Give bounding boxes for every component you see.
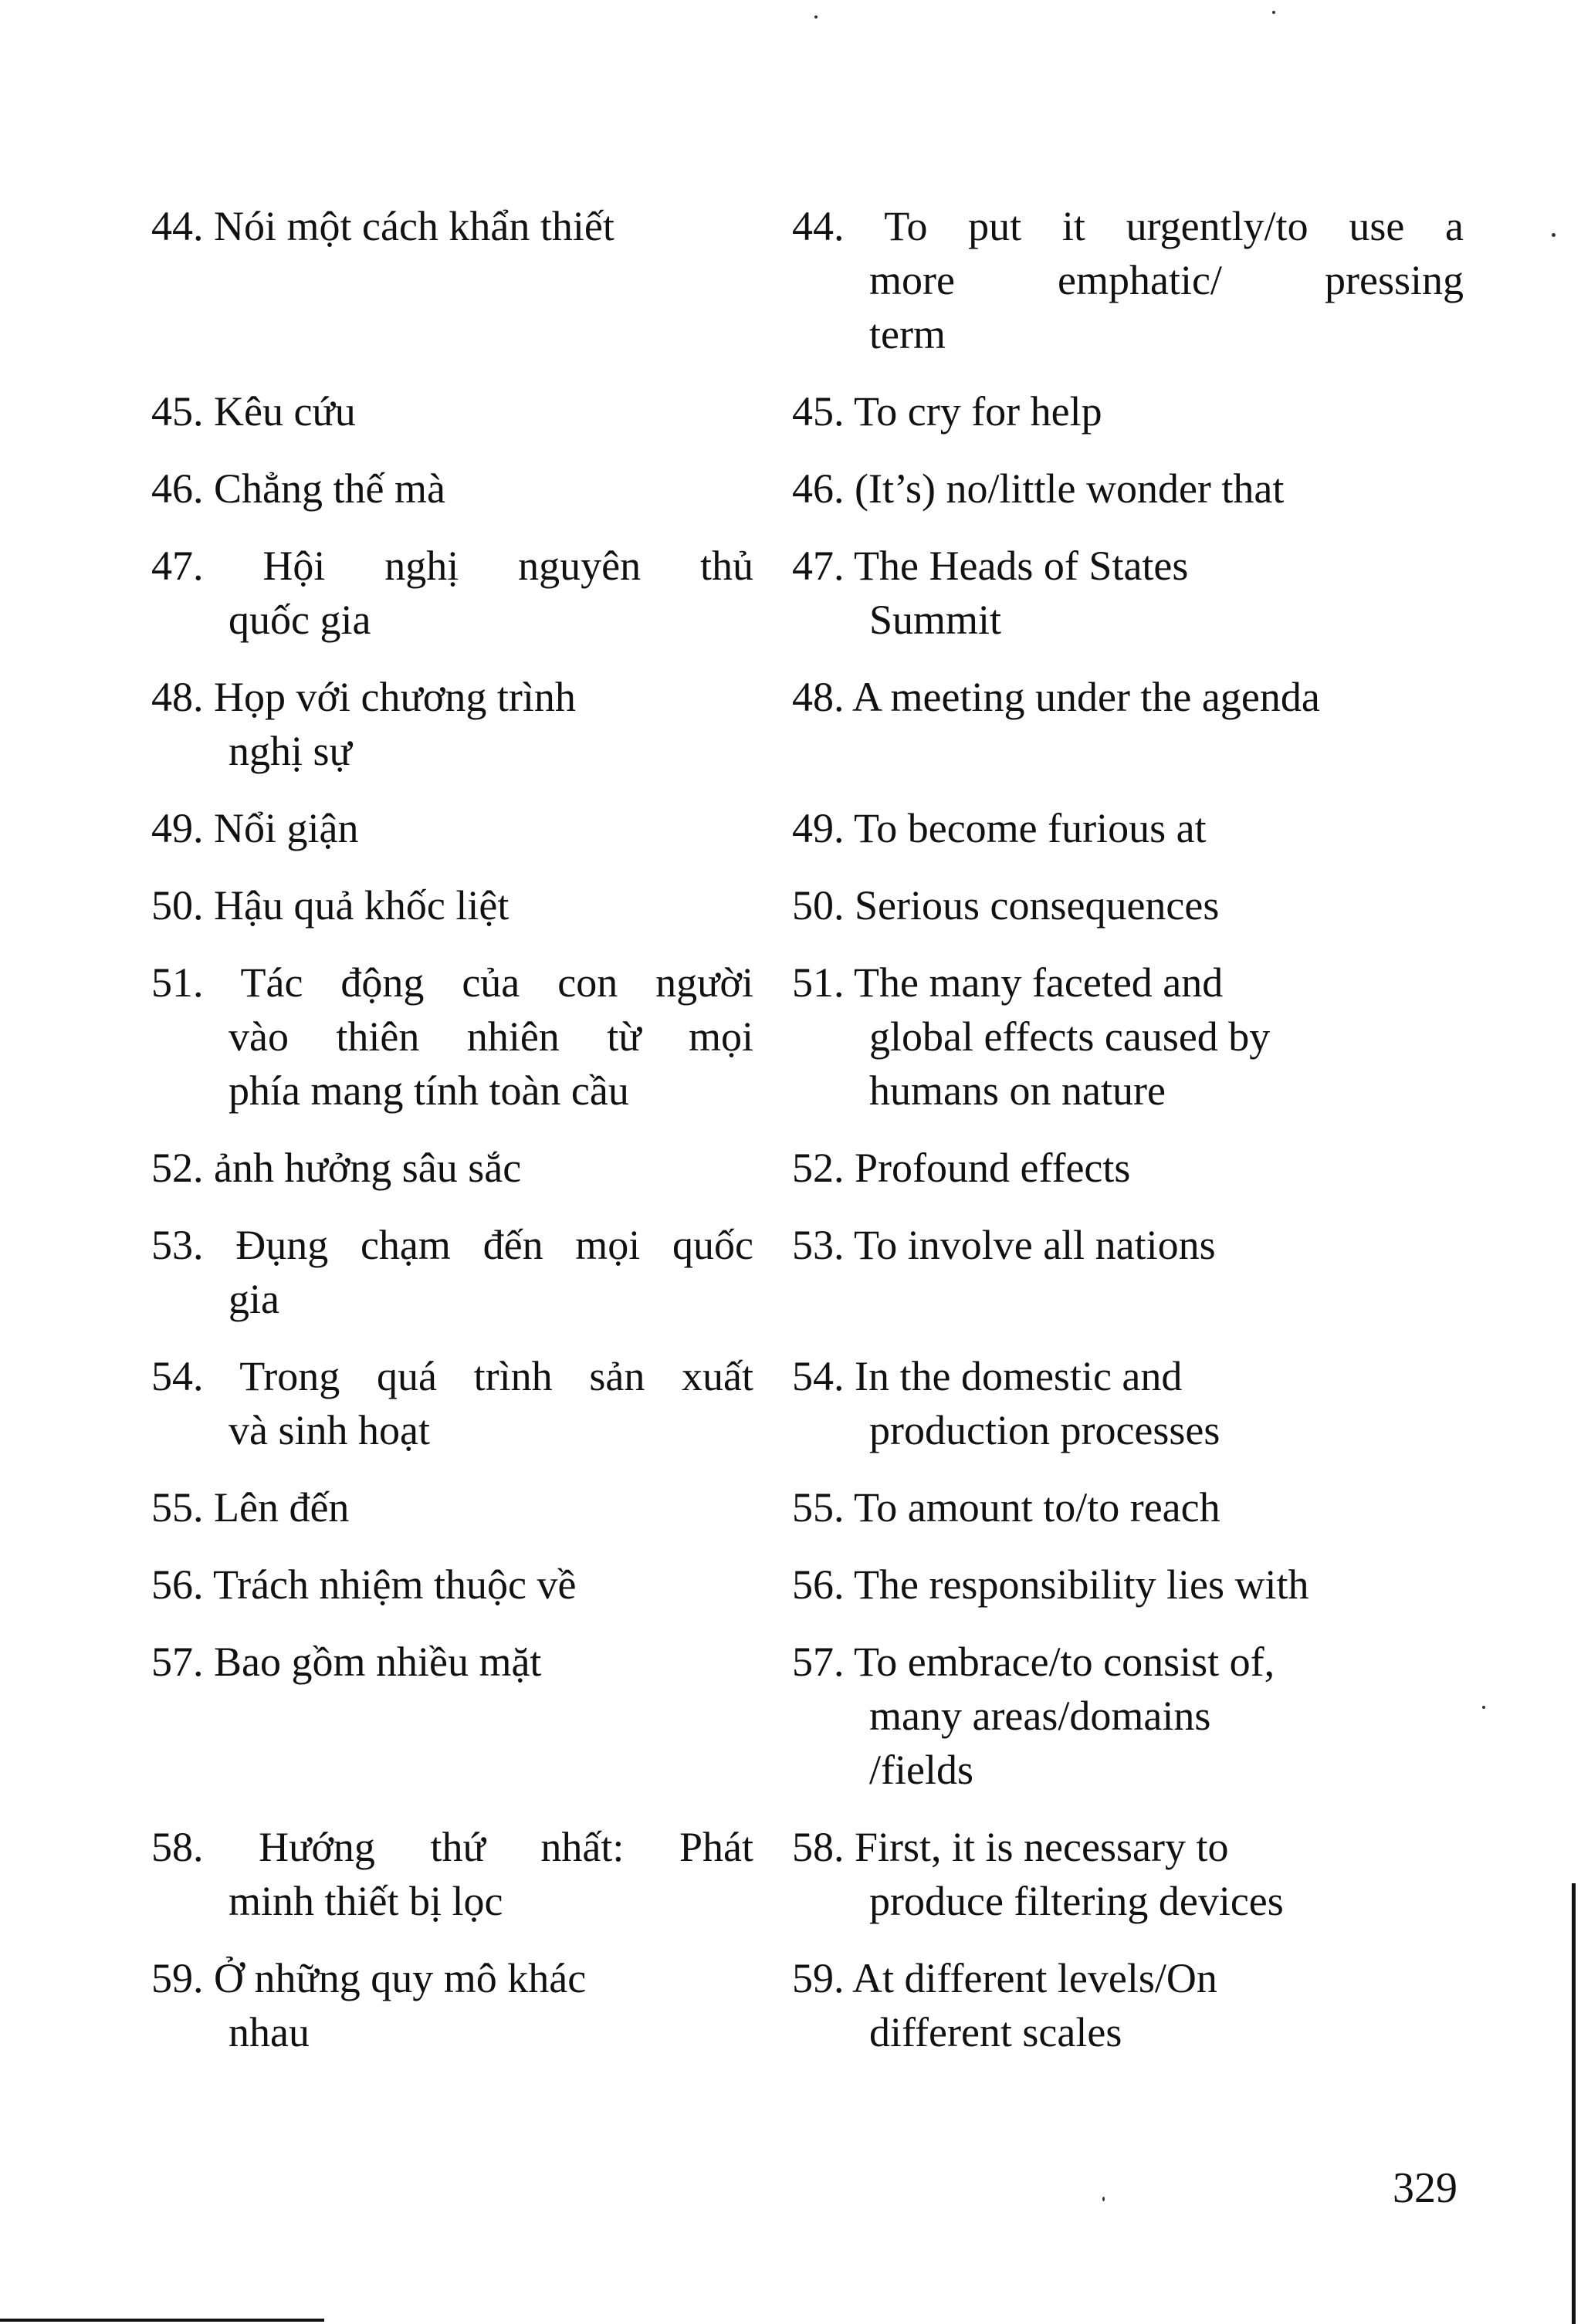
english-term-line: more emphatic/ pressing xyxy=(869,257,1464,303)
vietnamese-term xyxy=(151,670,753,778)
english-term xyxy=(792,1480,1464,1534)
vietnamese-term-line: 45. Kêu cứu xyxy=(151,388,356,435)
english-term-line: 58. First, it is necessary to xyxy=(792,1824,1229,1870)
vietnamese-term xyxy=(151,462,753,516)
english-term-line: global effects caused by xyxy=(869,1013,1271,1060)
vietnamese-term xyxy=(151,1820,753,1928)
english-term-line: Summit xyxy=(869,597,1002,643)
scan-speck xyxy=(1552,233,1556,237)
vietnamese-term-line: và sinh hoạt xyxy=(229,1407,430,1453)
vietnamese-term xyxy=(151,1558,753,1612)
english-term-line: 55. To amount to/to reach xyxy=(792,1484,1220,1531)
english-term xyxy=(792,384,1464,438)
vietnamese-term xyxy=(151,1141,753,1195)
vietnamese-term-line: 56. Trách nhiệm thuộc về xyxy=(151,1561,577,1608)
english-term-line: 53. To involve all nations xyxy=(792,1222,1216,1268)
english-term-line: humans on nature xyxy=(869,1067,1166,1114)
vietnamese-term-line: 47. Hội nghị nguyên thủ xyxy=(151,543,753,589)
vietnamese-term-line: 58. Hướng thứ nhất: Phát xyxy=(151,1824,753,1870)
vietnamese-term-line: 59. Ở những quy mô khác xyxy=(151,1955,587,2001)
english-term xyxy=(792,1951,1464,2059)
english-term xyxy=(792,1218,1464,1272)
vietnamese-term-line: phía mang tính toàn cầu xyxy=(229,1067,629,1114)
scan-speck xyxy=(1102,2197,1105,2201)
vietnamese-term-line: 52. ảnh hưởng sâu sắc xyxy=(151,1145,522,1191)
vietnamese-term xyxy=(151,956,753,1118)
scan-edge-right xyxy=(1572,1883,1576,2324)
vietnamese-term xyxy=(151,801,753,855)
vietnamese-term-line: 53. Đụng chạm đến mọi quốc xyxy=(151,1222,753,1268)
english-term xyxy=(792,1349,1464,1457)
english-term-line: many areas/domains xyxy=(869,1693,1211,1739)
scan-speck xyxy=(814,15,818,19)
scan-edge-bottom xyxy=(0,2319,324,2322)
english-term xyxy=(792,1820,1464,1928)
english-term-line: 56. The responsibility lies with xyxy=(792,1561,1309,1608)
english-term-line: 54. In the domestic and xyxy=(792,1353,1183,1399)
vietnamese-term-line: gia xyxy=(229,1276,279,1322)
vietnamese-term xyxy=(151,1635,753,1689)
vietnamese-term-line: quốc gia xyxy=(229,597,371,643)
english-term xyxy=(792,801,1464,855)
vietnamese-term-line: nhau xyxy=(229,2009,310,2055)
english-term-line: 49. To become furious at xyxy=(792,805,1207,851)
english-term-line: produce filtering devices xyxy=(869,1878,1284,1924)
english-term-line: 48. A meeting under the agenda xyxy=(792,674,1320,720)
english-term xyxy=(792,1558,1464,1612)
vietnamese-term-line: 51. Tác động của con người xyxy=(151,959,753,1006)
vietnamese-term xyxy=(151,1480,753,1534)
vietnamese-term-line: 48. Họp với chương trình xyxy=(151,674,576,720)
english-term-line: 51. The many faceted and xyxy=(792,959,1224,1006)
vietnamese-term xyxy=(151,1349,753,1457)
vietnamese-term-line: vào thiên nhiên từ mọi xyxy=(229,1013,753,1060)
english-term-line: 50. Serious consequences xyxy=(792,882,1220,929)
vietnamese-term xyxy=(151,384,753,438)
english-term xyxy=(792,1635,1464,1797)
english-term-line: /fields xyxy=(869,1747,973,1793)
vietnamese-term-line: 54. Trong quá trình sản xuất xyxy=(151,1353,753,1399)
english-term-line: different scales xyxy=(869,2009,1122,2055)
english-term-line: 44. To put it urgently/to use a xyxy=(792,203,1464,249)
page-number: 329 xyxy=(1393,2164,1457,2212)
english-term-line: term xyxy=(869,311,946,357)
vietnamese-term-line: 55. Lên đến xyxy=(151,1484,350,1531)
vietnamese-term xyxy=(151,1951,753,2059)
english-term xyxy=(792,462,1464,516)
vietnamese-term xyxy=(151,199,753,253)
english-term xyxy=(792,670,1464,724)
english-term-line: 59. At different levels/On xyxy=(792,1955,1217,2001)
english-term xyxy=(792,199,1464,361)
vietnamese-term-line: 50. Hậu quả khốc liệt xyxy=(151,882,510,929)
english-term-line: 46. (It’s) no/little wonder that xyxy=(792,465,1285,512)
english-term-line: 57. To embrace/to consist of, xyxy=(792,1639,1275,1685)
vietnamese-term xyxy=(151,878,753,932)
vietnamese-term-line: minh thiết bị lọc xyxy=(229,1878,503,1924)
vietnamese-term-line: nghị sự xyxy=(229,728,352,774)
english-term xyxy=(792,956,1464,1118)
english-term xyxy=(792,1141,1464,1195)
vietnamese-term-line: 44. Nói một cách khẩn thiết xyxy=(151,203,614,249)
vietnamese-term-line: 57. Bao gồm nhiều mặt xyxy=(151,1639,542,1685)
english-term xyxy=(792,878,1464,932)
english-term-line: 47. The Heads of States xyxy=(792,543,1189,589)
scan-speck xyxy=(1482,1706,1485,1709)
english-term-line: 45. To cry for help xyxy=(792,388,1102,435)
english-term-line: production processes xyxy=(869,1407,1220,1453)
vietnamese-term-line: 49. Nổi giận xyxy=(151,805,359,851)
vietnamese-term xyxy=(151,539,753,647)
vietnamese-term xyxy=(151,1218,753,1326)
english-term xyxy=(792,539,1464,647)
english-term-line: 52. Profound effects xyxy=(792,1145,1131,1191)
vietnamese-term-line: 46. Chẳng thế mà xyxy=(151,465,445,512)
scan-speck xyxy=(1272,11,1275,14)
